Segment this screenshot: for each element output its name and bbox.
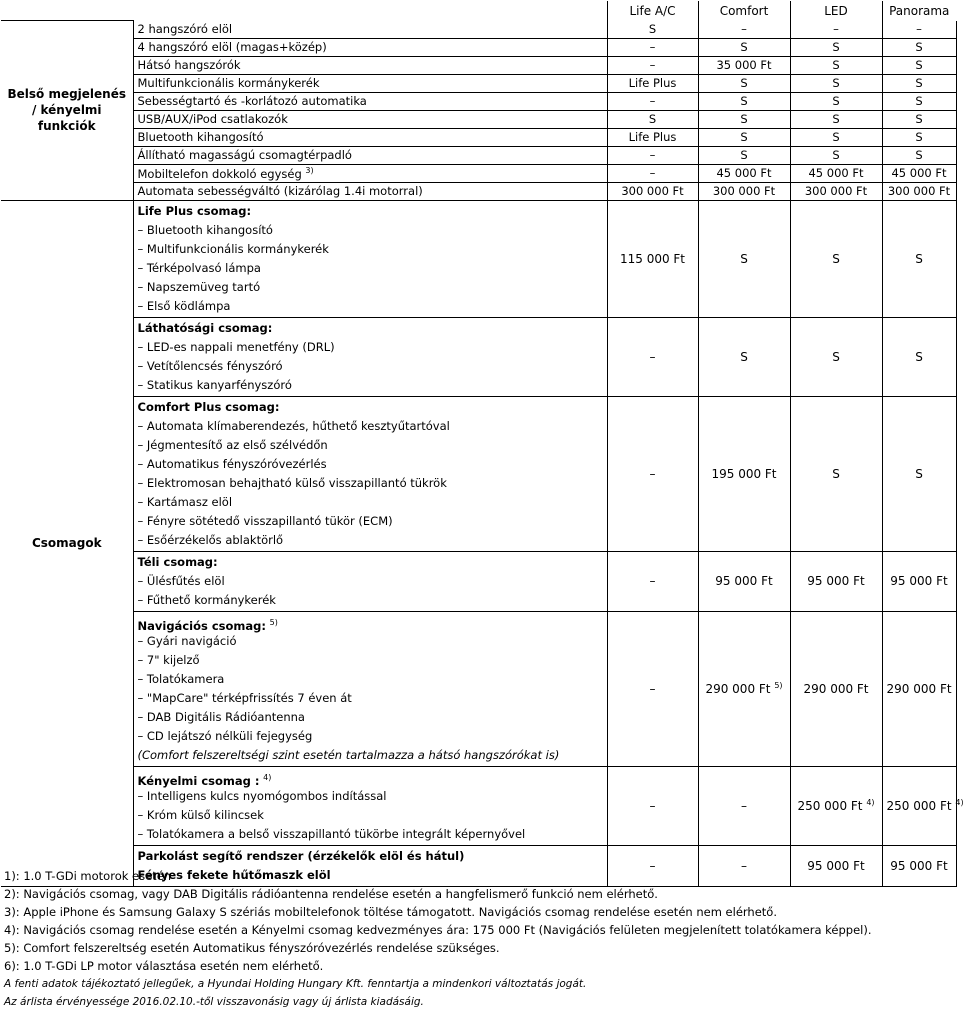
feature-label: Mobiltelefon dokkoló egység	[137, 166, 302, 181]
feature-value: –	[790, 21, 882, 39]
disclaimer: Az árlista érvényessége 2016.02.10.-től visszavonásig vagy új árlista kiadásáig.	[4, 996, 424, 1008]
package-row	[1, 551, 956, 611]
package-description	[133, 317, 607, 396]
feature-value: –	[607, 146, 698, 164]
package-value-text: –	[741, 798, 747, 813]
package-value	[882, 396, 956, 551]
feature-name	[133, 74, 607, 92]
section-label-interior	[1, 21, 133, 201]
feature-row	[1, 128, 956, 146]
feature-value: S	[698, 38, 790, 56]
package-value	[698, 611, 790, 766]
package-item: – CD lejátszó nélküli fejegység	[137, 728, 313, 743]
feature-value: 45 000 Ft	[790, 164, 882, 182]
package-title	[138, 553, 603, 572]
package-item: – Tolatókamera a belső visszapillantó tükörbe integrált képernyővel	[137, 826, 526, 841]
feature-name	[133, 38, 607, 56]
footnote: 1): 1.0 T-GDi motorok esetén	[4, 869, 172, 883]
package-value-text: 290 000 Ft	[803, 681, 869, 696]
package-item: – 7" kijelző	[137, 652, 200, 667]
package-value-text: 95 000 Ft	[715, 574, 773, 588]
footnote-ref: 4)	[955, 798, 964, 807]
feature-value: S	[607, 21, 698, 39]
feature-label: Hátsó hangszórók	[137, 58, 241, 72]
footnote-ref: 5)	[269, 617, 278, 627]
package-title-text: Fényes fekete hűtőmaszk elöl	[137, 867, 331, 882]
package-value-text: S	[832, 466, 840, 481]
package-item: – Elektromosan behajtható külső visszapillantó tükrök	[137, 475, 447, 490]
package-title-text: Láthatósági csomag:	[137, 320, 273, 335]
feature-row	[1, 110, 956, 128]
column-header-comfort: Comfort	[698, 1, 790, 21]
package-item: – Vetítőlencsés fényszóró	[137, 358, 283, 373]
footnote-ref: 4)	[263, 772, 272, 782]
package-description	[133, 396, 607, 551]
package-item: – Első ködlámpa	[137, 298, 231, 313]
feature-value: 300 000 Ft	[882, 182, 956, 200]
package-item: – Tolatókamera	[137, 671, 225, 686]
column-header-led: LED	[790, 1, 882, 21]
feature-row	[1, 21, 956, 39]
package-item: – LED-es nappali menetfény (DRL)	[137, 339, 335, 354]
section-label-text: Csomagok	[31, 535, 102, 550]
package-value-text: S	[740, 251, 748, 266]
package-title	[138, 202, 603, 221]
footnote-ref: 3)	[305, 165, 314, 175]
feature-value: S	[882, 56, 956, 74]
package-value	[698, 396, 790, 551]
footnote: 5): Comfort felszereltség esetén Automatikus fényszóróvezérlés rendelése szükséges.	[4, 941, 500, 955]
feature-name	[133, 21, 607, 39]
feature-value: S	[698, 128, 790, 146]
feature-value: S	[882, 110, 956, 128]
package-value-text: S	[832, 349, 840, 364]
feature-value: –	[882, 21, 956, 39]
feature-label: USB/AUX/iPod csatlakozók	[137, 112, 288, 126]
feature-label: Automata sebességváltó (kizárólag 1.4i motorral)	[137, 184, 423, 198]
feature-value: –	[607, 38, 698, 56]
column-header-panorama: Panorama	[882, 1, 956, 21]
feature-value: –	[607, 56, 698, 74]
package-value-text: 195 000 Ft	[711, 466, 777, 481]
feature-row	[1, 146, 956, 164]
package-value-text: S	[915, 349, 923, 364]
feature-value: S	[790, 56, 882, 74]
feature-value: 300 000 Ft	[698, 182, 790, 200]
package-value	[607, 551, 698, 611]
feature-label: Multifunkcionális kormánykerék	[137, 76, 320, 90]
package-title-text: Life Plus csomag:	[137, 203, 252, 218]
feature-value: 45 000 Ft	[698, 164, 790, 182]
package-item: – Térképolvasó lámpa	[137, 260, 261, 275]
package-value-text: 95 000 Ft	[807, 858, 865, 873]
header-row	[1, 1, 956, 21]
package-value-text: S	[915, 466, 923, 481]
column-header-life-ac: Life A/C	[607, 1, 698, 21]
package-item: – Automatikus fényszóróvezérlés	[137, 456, 327, 471]
feature-name	[133, 182, 607, 200]
feature-value: S	[882, 128, 956, 146]
feature-label: 2 hangszóró elöl	[137, 22, 233, 36]
disclaimer: A fenti adatok tájékoztató jellegűek, a Hyundai Holding Hungary Kft. fenntartja a mindenkori változtatás jogát.	[4, 978, 587, 990]
package-note: (Comfort felszereltségi szint esetén tartalmazza a hátsó hangszórókat is)	[137, 747, 560, 762]
package-value	[698, 551, 790, 611]
package-item: – Automata klímaberendezés, hűthető kesztyűtartóval	[137, 418, 450, 433]
package-value-text: 95 000 Ft	[890, 858, 948, 873]
feature-row	[1, 56, 956, 74]
feature-value: S	[698, 110, 790, 128]
package-value-text: S	[740, 349, 748, 364]
feature-value: S	[790, 146, 882, 164]
footnote: 2): Navigációs csomag, vagy DAB Digitális rádióantenna rendelése esetén a hangfelismerő funkció nem elérhető.	[4, 887, 658, 901]
package-item: – Gyári navigáció	[137, 633, 237, 648]
package-value	[607, 611, 698, 766]
package-value	[607, 317, 698, 396]
package-item: – DAB Digitális Rádióantenna	[137, 709, 305, 724]
package-title-text: Navigációs csomag:	[137, 618, 266, 633]
package-value	[607, 766, 698, 845]
package-value-text: –	[741, 858, 747, 873]
package-value	[882, 766, 964, 845]
package-title-text: Parkolást segítő rendszer (érzékelők elöl és hátul)	[137, 848, 465, 863]
feature-value: –	[607, 92, 698, 110]
feature-value: S	[790, 92, 882, 110]
package-description	[133, 551, 607, 611]
feature-value: Life Plus	[607, 128, 698, 146]
package-value	[607, 200, 698, 317]
feature-value: 45 000 Ft	[882, 164, 956, 182]
package-value-text: –	[649, 858, 656, 873]
package-value	[790, 396, 882, 551]
feature-name	[133, 110, 607, 128]
package-value	[698, 766, 790, 845]
feature-value: S	[698, 146, 790, 164]
footnote-ref: 5)	[774, 681, 783, 690]
feature-value: –	[698, 21, 790, 39]
package-value-text: 290 000 Ft	[705, 682, 771, 696]
package-title	[138, 847, 603, 866]
footnote-ref: 4)	[866, 798, 875, 807]
feature-value: –	[607, 164, 698, 182]
package-value	[790, 551, 882, 611]
package-row	[1, 396, 956, 551]
feature-value: S	[698, 92, 790, 110]
package-item: – "MapCare" térképfrissítés 7 éven át	[137, 690, 352, 705]
feature-name	[133, 128, 607, 146]
feature-value: S	[882, 38, 956, 56]
feature-value: S	[607, 110, 698, 128]
package-item: – Fűthető kormánykerék	[137, 592, 276, 607]
package-item: – Ülésfűtés elöl	[137, 573, 225, 588]
feature-row	[1, 38, 956, 56]
header-blank	[1, 1, 133, 21]
footnote: 6): 1.0 T-GDi LP motor választása esetén nem elérhető.	[4, 959, 324, 973]
package-value	[882, 551, 956, 611]
package-value-text: –	[649, 466, 656, 481]
package-value-text: –	[649, 574, 656, 588]
package-value	[698, 317, 790, 396]
package-title-text: Kényelmi csomag :	[137, 773, 260, 788]
feature-name	[133, 146, 607, 164]
package-value	[790, 317, 882, 396]
package-row	[1, 200, 956, 317]
package-title-text: Téli csomag:	[137, 554, 218, 569]
package-value-text: –	[649, 681, 656, 696]
package-value-text: 250 000 Ft	[797, 799, 863, 813]
footnote: 4): Navigációs csomag rendelése esetén a Kényelmi csomag kedvezményes ára: 175 000 Ft (Navigációs felületen megjelenített tolatókamera képpel).	[4, 923, 872, 937]
footnotes	[4, 867, 954, 1011]
feature-name	[133, 56, 607, 74]
package-value	[790, 611, 882, 766]
package-item: – Króm külső kilincsek	[137, 807, 264, 822]
package-title	[138, 768, 603, 787]
package-row	[1, 611, 956, 766]
package-value-text: –	[649, 798, 656, 813]
header-blank	[133, 1, 607, 21]
feature-label: Sebességtartó és -korlátozó automatika	[137, 94, 367, 108]
package-item: – Fényre sötétedő visszapillantó tükör (ECM)	[137, 513, 393, 528]
package-row	[1, 317, 956, 396]
package-title	[138, 613, 603, 632]
feature-value: S	[790, 110, 882, 128]
package-value-text: 290 000 Ft	[886, 681, 952, 696]
feature-label: Állítható magasságú csomagtérpadló	[137, 148, 352, 162]
feature-name	[133, 92, 607, 110]
feature-value: S	[882, 74, 956, 92]
package-value	[790, 200, 882, 317]
feature-value: S	[882, 92, 956, 110]
package-row	[1, 766, 956, 845]
package-value-text: –	[649, 349, 656, 364]
feature-value: 300 000 Ft	[607, 182, 698, 200]
package-item: – Esőérzékelős ablaktörlő	[137, 532, 284, 547]
package-item: – Bluetooth kihangosító	[137, 222, 273, 237]
package-item: – Kartámasz elöl	[137, 494, 233, 509]
feature-row	[1, 182, 956, 200]
feature-value: S	[790, 74, 882, 92]
package-value-text: S	[915, 251, 923, 266]
package-item: – Intelligens kulcs nyomógombos indítással	[137, 788, 387, 803]
feature-label: Bluetooth kihangosító	[137, 130, 264, 144]
package-item: – Multifunkcionális kormánykerék	[137, 241, 329, 256]
feature-label: 4 hangszóró elöl (magas+közép)	[137, 40, 327, 54]
feature-row	[1, 92, 956, 110]
package-value	[882, 611, 956, 766]
section-label-packages	[1, 200, 133, 886]
feature-value: S	[698, 74, 790, 92]
package-value-text: 250 000 Ft	[886, 799, 952, 813]
package-item: – Napszemüveg tartó	[137, 279, 261, 294]
package-title	[138, 398, 603, 417]
feature-row	[1, 74, 956, 92]
feature-value: 300 000 Ft	[790, 182, 882, 200]
feature-value: S	[882, 146, 956, 164]
package-description	[133, 766, 607, 845]
package-item: – Jégmentesítő az első szélvédőn	[137, 437, 328, 452]
section-label-text: Belső megjelenés / kényelmi funkciók	[7, 86, 127, 134]
package-title-text: Comfort Plus csomag:	[137, 399, 280, 414]
feature-value: 35 000 Ft	[698, 56, 790, 74]
package-value	[882, 200, 956, 317]
price-list-table	[1, 1, 964, 887]
feature-value: S	[790, 128, 882, 146]
package-title	[138, 319, 603, 338]
package-description	[133, 611, 607, 766]
package-description	[133, 200, 607, 317]
package-value-text: 95 000 Ft	[807, 574, 865, 588]
package-value	[882, 317, 956, 396]
package-value	[698, 200, 790, 317]
package-value-text: S	[832, 251, 840, 266]
package-value-text: 95 000 Ft	[890, 574, 948, 588]
feature-row	[1, 164, 956, 182]
feature-value: S	[790, 38, 882, 56]
feature-name	[133, 164, 607, 182]
footnote: 3): Apple iPhone és Samsung Galaxy S szériás mobiltelefonok töltése támogatott. Navigációs csomag rendelése esetén nem elérhető.	[4, 905, 777, 919]
package-item: – Statikus kanyarfényszóró	[137, 377, 292, 392]
package-value	[607, 396, 698, 551]
package-value-text: 115 000 Ft	[619, 251, 686, 266]
package-value	[790, 766, 882, 845]
feature-value: Life Plus	[607, 74, 698, 92]
